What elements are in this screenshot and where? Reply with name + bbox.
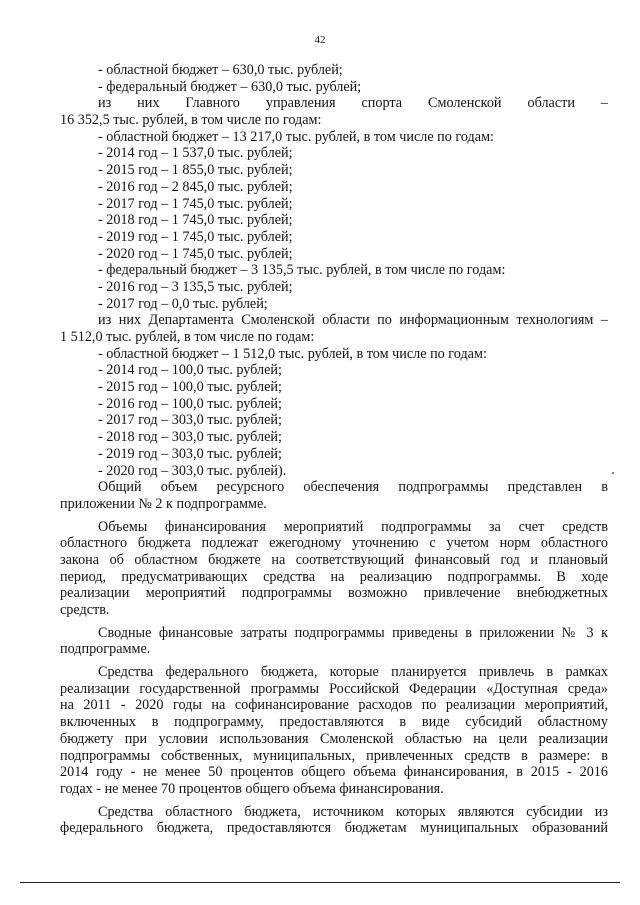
text-line: Сводные финансовые затраты подпрограммы приведены в приложении № 3 к — [98, 624, 608, 641]
text-line: - 2015 год – 100,0 тыс. рублей; — [98, 379, 282, 396]
text-line: - 2018 год – 303,0 тыс. рублей; — [98, 429, 282, 446]
text-line: - 2017 год – 1 745,0 тыс. рублей; — [98, 195, 293, 212]
text-line: Средства областного бюджета, источником которых являются субсидии из — [98, 803, 608, 820]
text-line: 1 512,0 тыс. рублей, в том числе по годам: — [60, 329, 315, 345]
text-line: - федеральный бюджет – 3 135,5 тыс. рублей, в том числе по годам: — [98, 262, 506, 279]
text-line: приложении № 2 к подпрограмме. — [60, 495, 267, 512]
text-line: - 2020 год – 303,0 тыс. рублей). — [98, 462, 287, 479]
text-line: - областной бюджет – 630,0 тыс. рублей; — [98, 62, 343, 78]
text-line: годах - не менее 70 процентов общего объема финансирования. — [60, 780, 444, 797]
text-line: - 2016 год – 3 135,5 тыс. рублей; — [98, 278, 293, 295]
scan-speck — [612, 472, 614, 474]
text-line: - 2018 год – 1 745,0 тыс. рублей; — [98, 212, 293, 229]
text-line: включенных в подпрограмму, предоставляются в виде субсидий областному — [60, 714, 608, 731]
text-line: - 2015 год – 1 855,0 тыс. рублей; — [98, 162, 293, 179]
text-line: из них Департамента Смоленской области по информационным технологиям – — [98, 312, 608, 329]
text-line: реализации мероприятий подпрограммы возможно привлечение внебюджетных — [60, 585, 608, 602]
text-line: - 2017 год – 0,0 тыс. рублей; — [98, 295, 268, 312]
text-line: - 2020 год – 1 745,0 тыс. рублей; — [98, 245, 293, 262]
text-line: из них Главного управления спорта Смоленской области – — [98, 95, 608, 112]
text-line: бюджету при условии использования Смоленской областью на цели реализации — [60, 730, 608, 747]
text-line: подпрограмме. — [60, 641, 151, 658]
text-line: - 2016 год – 100,0 тыс. рублей; — [98, 395, 282, 412]
text-line: - федеральный бюджет – 630,0 тыс. рублей; — [98, 78, 362, 95]
text-line: Общий объем ресурсного обеспечения подпрограммы представлен в — [98, 479, 608, 496]
text-line: 2014 году - не менее 50 процентов общего объема финансирования, в 2015 - 2016 — [60, 764, 608, 781]
text-line: на 2011 - 2020 годы на софинансирование расходов по реализации мероприятий, — [60, 697, 608, 714]
text-line: - областной бюджет – 1 512,0 тыс. рублей, в том числе по годам: — [98, 345, 487, 362]
text-line: Объемы финансирования мероприятий подпрограммы за счет средств — [98, 518, 608, 535]
text-line: Средства федерального бюджета, которые планируется привлечь в рамках — [98, 664, 608, 681]
page-number: 42 — [314, 34, 326, 46]
text-line: - областной бюджет – 13 217,0 тыс. рублей, в том числе по годам: — [98, 128, 494, 145]
text-line: средств. — [60, 602, 110, 618]
text-line: - 2019 год – 1 745,0 тыс. рублей; — [98, 228, 293, 245]
text-line: подпрограммы собственных, муниципальных, привлеченных средств в размере: в — [60, 747, 608, 764]
text-line: - 2017 год – 303,0 тыс. рублей; — [98, 412, 282, 429]
text-line: областного бюджета подлежат ежегодному уточнению с учетом норм областного — [60, 535, 608, 552]
text-line: реализации государственной программы Российской Федерации «Доступная среда» — [60, 680, 608, 697]
text-line: период, предусматривающих средства на реализацию подпрограммы. В ходе — [60, 568, 608, 585]
text-line: - 2014 год – 100,0 тыс. рублей; — [98, 362, 282, 379]
page-bottom-rule — [20, 882, 620, 883]
text-line: закона об областном бюджете на соответствующий финансовый год и плановый — [60, 551, 608, 568]
text-line: 16 352,5 тыс. рублей, в том числе по годам: — [60, 112, 322, 129]
text-line: - 2014 год – 1 537,0 тыс. рублей; — [98, 145, 293, 162]
text-line: - 2019 год – 303,0 тыс. рублей; — [98, 445, 282, 462]
document-body — [60, 62, 608, 837]
text-line: - 2016 год – 2 845,0 тыс. рублей; — [98, 178, 293, 195]
text-line: федерального бюджета, предоставляются бюджетам муниципальных образований — [60, 820, 608, 837]
